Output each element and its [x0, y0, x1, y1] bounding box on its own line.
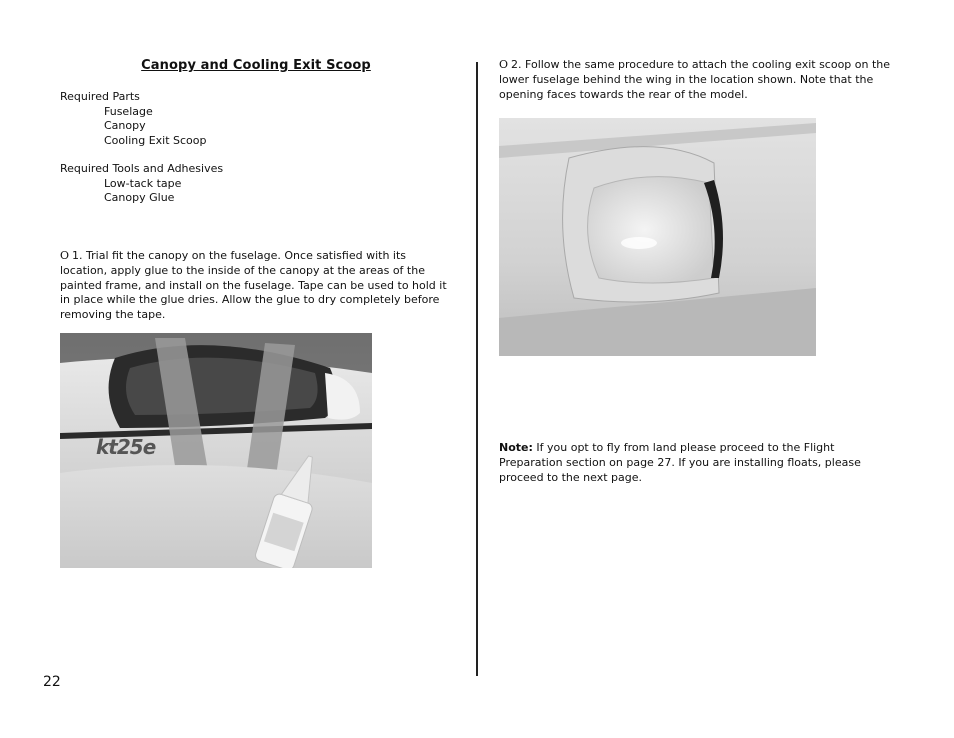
canopy-photo: [60, 333, 372, 568]
required-part-item: Canopy: [104, 119, 146, 132]
required-part-item: Cooling Exit Scoop: [104, 134, 207, 147]
note-body: If you opt to fly from land please proceed to the Flight Preparation section on page 27. If you are installing floats, please proceed to the next page.: [499, 441, 861, 484]
required-tool-item: Low-tack tape: [104, 177, 182, 190]
section-heading: Canopy and Cooling Exit Scoop: [141, 58, 371, 73]
required-part-item: Fuselage: [104, 105, 153, 118]
page-number: 22: [43, 674, 61, 690]
required-parts-title: Required Parts: [60, 90, 140, 103]
column-divider: [476, 62, 478, 676]
step-2-text: [499, 58, 891, 102]
photo-decal-label: kt25e: [96, 435, 156, 459]
note-label: Note:: [499, 441, 533, 454]
step-1-body: 1. Trial fit the canopy on the fuselage. Once satisfied with its location, apply glue to the inside of the canopy at the areas of the painted frame, and install on the fuselage. Tape can be used to hold it in place while the glue dries. Allow the glue to dry completely before removing the tape.: [60, 249, 447, 322]
note-text: [499, 441, 891, 485]
checkbox-icon: O: [60, 249, 70, 262]
required-tools-title: Required Tools and Adhesives: [60, 162, 224, 175]
cooling-scoop-photo-illustration: [499, 118, 816, 356]
checkbox-icon: O: [499, 58, 509, 71]
step-2-body: 2. Follow the same procedure to attach the cooling exit scoop on the lower fuselage behind the wing in the location shown. Note that the opening faces towards the rear of the model.: [499, 58, 891, 101]
step-1-text: [60, 249, 456, 323]
required-tool-item: Canopy Glue: [104, 191, 175, 204]
cooling-scoop-photo: [499, 118, 816, 356]
